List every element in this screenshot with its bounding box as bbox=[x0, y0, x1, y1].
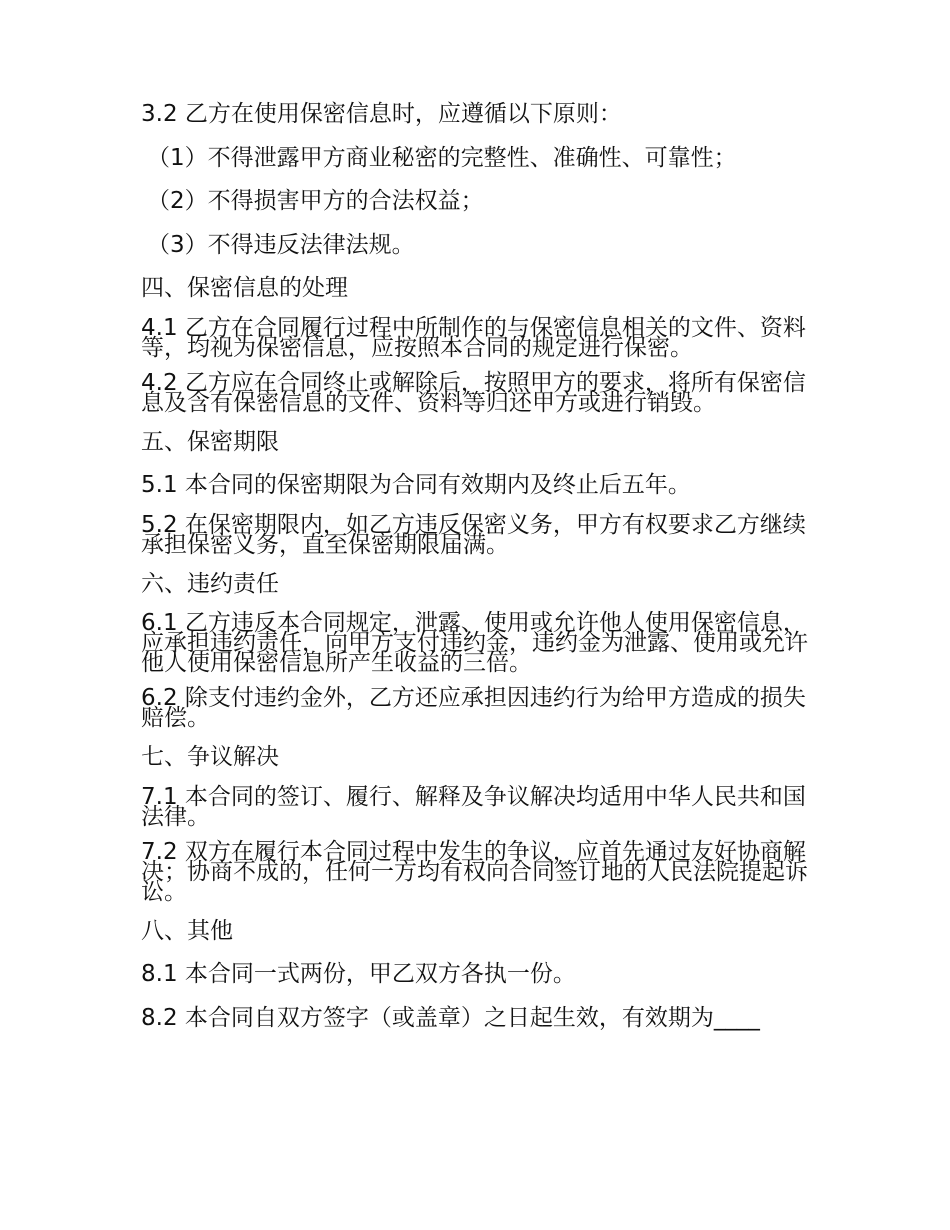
section-heading-7: 七、争议解决 bbox=[141, 744, 279, 770]
section-heading-6: 六、违约责任 bbox=[141, 570, 279, 597]
clause-6-1: 6.1 乙方违反本合同规定，泄露、使用或允许他人使用保密信息，应承担违约责任，向甲方支付违约金，违约金为泄露、使用或允许他人使用保密信息所产生收益的三倍。 bbox=[141, 610, 808, 676]
clause-3-2-item-2: （2）不得损害甲方的合法权益； bbox=[147, 188, 484, 214]
clause-7-2: 7.2 双方在履行本合同过程中发生的争议，应首先通过友好协商解决；协商不成的，任何一方均有权向合同签订地的人民法院提起诉讼。 bbox=[141, 838, 808, 905]
clause-4-1: 4.1 乙方在合同履行过程中所制作的与保密信息相关的文件、资料等，均视为保密信息，应按照本合同的规定进行保密。 bbox=[141, 314, 806, 361]
clause-5-2: 5.2 在保密期限内，如乙方违反保密义务，甲方有权要求乙方继续承担保密义务，直至保密期限届满。 bbox=[141, 511, 806, 558]
section-heading-5: 五、保密期限 bbox=[141, 428, 279, 455]
section-heading-4: 四、保密信息的处理 bbox=[141, 275, 348, 301]
clause-3-2: 3.2 乙方在使用保密信息时，应遵循以下原则： bbox=[141, 101, 622, 127]
clause-8-2: 8.2 本合同自双方签字（或盖章）之日起生效，有效期为____ bbox=[141, 1004, 760, 1031]
document-page bbox=[141, 100, 816, 1047]
clause-6-2: 6.2 除支付违约金外，乙方还应承担因违约行为给甲方造成的损失赔偿。 bbox=[141, 685, 806, 731]
clause-7-1: 7.1 本合同的签订、履行、解释及争议解决均适用中华人民共和国法律。 bbox=[141, 783, 806, 830]
clause-3-2-item-3: （3）不得违反法律法规。 bbox=[147, 231, 415, 258]
clause-3-2-item-1: （1）不得泄露甲方商业秘密的完整性、准确性、可靠性； bbox=[147, 144, 737, 171]
section-heading-8: 八、其他 bbox=[141, 917, 233, 944]
clause-4-2: 4.2 乙方应在合同终止或解除后，按照甲方的要求，将所有保密信息及含有保密信息的文件、资料等归还甲方或进行销毁。 bbox=[141, 369, 806, 416]
clause-5-1: 5.1 本合同的保密期限为合同有效期内及终止后五年。 bbox=[141, 472, 691, 498]
clause-8-1: 8.1 本合同一式两份，甲乙双方各执一份。 bbox=[141, 961, 576, 987]
